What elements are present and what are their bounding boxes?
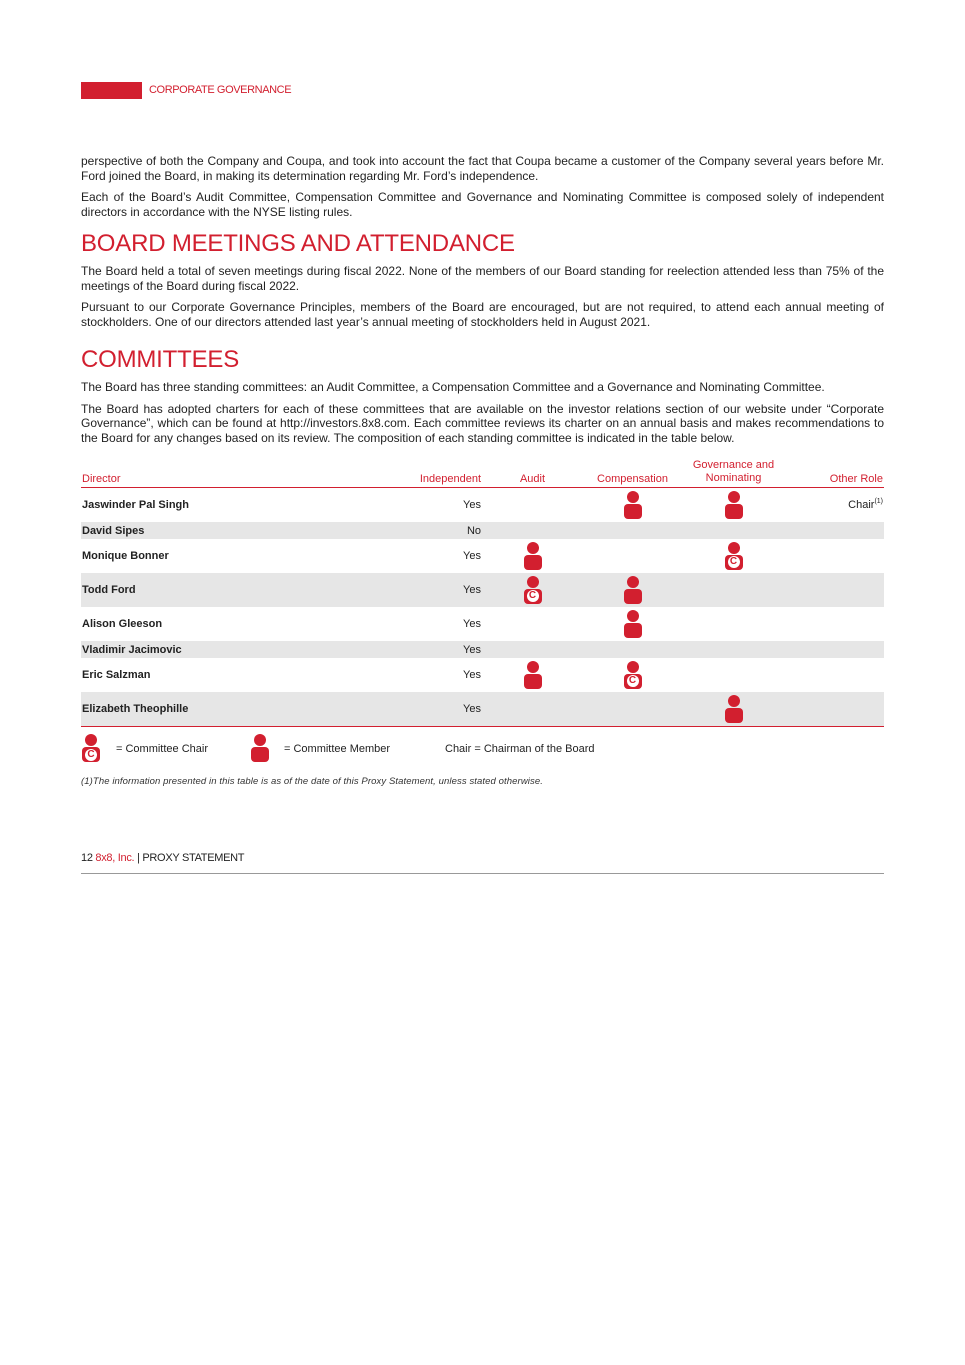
header-director: Director — [82, 473, 121, 485]
governance-cell — [681, 695, 786, 724]
director-name-text: Jaswinder Pal Singh — [82, 499, 189, 511]
compensation-cell — [584, 576, 681, 605]
committee-member-icon — [725, 491, 743, 520]
director-name — [81, 703, 401, 715]
table-row — [81, 573, 884, 607]
committee-member-icon — [524, 661, 542, 690]
meetings-paragraph-2: Pursuant to our Corporate Governance Principles, members of the Board are encouraged, but are not required, to attend each annual meeting of stockholders. One of our directors attended last year’s annual meeting of stockholders held in August 2021. — [81, 300, 884, 329]
header-governance-line1: Governance and — [692, 459, 775, 471]
page-footer — [81, 852, 884, 874]
director-name — [81, 584, 401, 596]
independent-cell — [401, 550, 481, 562]
header-accent-bar — [81, 82, 142, 99]
table-row — [81, 488, 884, 522]
audit-cell — [481, 661, 584, 690]
table-legend — [81, 734, 884, 763]
header-compensation: Compensation — [597, 473, 668, 485]
independent-cell — [401, 525, 481, 537]
meetings-title: BOARD MEETINGS AND ATTENDANCE — [81, 230, 515, 257]
director-name — [81, 525, 401, 537]
independent-cell-text: Yes — [463, 618, 481, 630]
footer-document: | PROXY STATEMENT — [137, 852, 245, 864]
intro-paragraph-2: Each of the Board’s Audit Committee, Compensation Committee and Governance and Nominating Committee is composed solely of independent directors in accordance with the NYSE listing rules. — [81, 190, 884, 219]
director-name-text: Eric Salzman — [82, 669, 151, 681]
director-name — [81, 499, 401, 511]
table-body — [81, 488, 884, 726]
audit-cell — [481, 542, 584, 571]
independent-cell-text: Yes — [463, 669, 481, 681]
header-audit: Audit — [519, 473, 546, 485]
audit-cell — [481, 576, 584, 605]
compensation-cell — [584, 491, 681, 520]
director-name-text: Todd Ford — [82, 584, 136, 596]
independent-cell — [401, 618, 481, 630]
table-row — [81, 539, 884, 573]
committees-paragraph-1: The Board has three standing committees: an Audit Committee, a Compensation Committee and a Governance and Nominating Committee. — [81, 380, 825, 394]
governance-cell — [681, 491, 786, 520]
committee-chair-icon: C — [524, 576, 542, 605]
table-row — [81, 658, 884, 692]
table-row — [81, 641, 884, 658]
table-row — [81, 607, 884, 641]
independent-cell-text: Yes — [463, 550, 481, 562]
committee-chair-icon: C — [725, 542, 743, 571]
table-footnote: (1)The information presented in this table is as of the date of this Proxy Statement, unless stated otherwise. — [81, 776, 543, 787]
header-other-role: Other Role — [829, 473, 883, 485]
independent-cell — [401, 499, 481, 511]
intro-paragraph-1: perspective of both the Company and Coupa, and took into account the fact that Coupa became a customer of the Company several years before Mr. Ford joined the Board, in making its determination regarding Mr. Ford’s independence. — [81, 154, 884, 183]
independent-cell-text: Yes — [463, 499, 481, 511]
committee-member-icon — [624, 491, 642, 520]
header-governance — [681, 459, 786, 485]
independent-cell-text: Yes — [463, 703, 481, 715]
independent-cell-text: Yes — [463, 643, 481, 656]
committees-title: COMMITTEES — [81, 346, 239, 373]
footer-company: 8x8, Inc. — [95, 852, 135, 864]
committee-table — [81, 456, 884, 727]
section-header: CORPORATE GOVERNANCE — [149, 84, 292, 96]
independent-cell-text: Yes — [463, 584, 481, 596]
meetings-paragraph-1: The Board held a total of seven meetings during fiscal 2022. None of the members of our Board standing for reelection attended less than 75% of the meetings of the Board during fiscal 2022. — [81, 264, 884, 293]
independent-cell — [401, 584, 481, 596]
committees-paragraph-2: The Board has adopted charters for each of these committees that are available on the investor relations section of our website under “Corporate Governance”, which can be found at http://investors.8x8.com. Each committee reviews its charter on an annual basis and makes recommendations to the Board for any changes based on its review. The composition of each standing committee is indicated in the table below. — [81, 401, 884, 445]
committee-chair-icon: C — [82, 734, 100, 763]
committee-member-icon — [624, 576, 642, 605]
other-role-cell-text: Chair — [848, 499, 875, 511]
committee-member-icon — [725, 695, 743, 724]
header-governance-line2: Nominating — [705, 472, 762, 484]
director-name — [81, 550, 401, 562]
director-name — [81, 644, 401, 656]
independent-cell — [401, 669, 481, 681]
other-role-footnote-ref: (1) — [874, 498, 883, 505]
table-row — [81, 522, 884, 539]
header-independent: Independent — [419, 473, 481, 485]
committee-chair-icon: C — [624, 661, 642, 690]
legend-member: = Committee Member — [284, 742, 391, 755]
other-role-cell — [786, 499, 884, 511]
compensation-cell — [584, 661, 681, 690]
director-name — [81, 618, 401, 630]
director-name-text: Monique Bonner — [82, 550, 169, 562]
independent-cell-text: No — [466, 524, 481, 537]
page-number: 12 — [81, 852, 93, 864]
director-name-text: Alison Gleeson — [82, 618, 163, 630]
director-name-text: Elizabeth Theophille — [82, 703, 189, 715]
legend-chair-definition: Chair = Chairman of the Board — [445, 742, 595, 755]
director-name — [81, 669, 401, 681]
table-header — [81, 456, 884, 488]
governance-cell — [681, 542, 786, 571]
table-bottom-rule — [81, 726, 884, 727]
committee-member-icon — [251, 734, 269, 763]
table-row — [81, 692, 884, 726]
independent-cell — [401, 703, 481, 715]
committee-member-icon — [624, 610, 642, 639]
page-content — [81, 154, 884, 787]
independent-cell — [401, 644, 481, 656]
legend-chair: = Committee Chair — [116, 742, 209, 755]
committee-member-icon — [524, 542, 542, 571]
director-name-text: David Sipes — [82, 524, 145, 537]
compensation-cell — [584, 610, 681, 639]
director-name-text: Vladimir Jacimovic — [82, 643, 182, 656]
